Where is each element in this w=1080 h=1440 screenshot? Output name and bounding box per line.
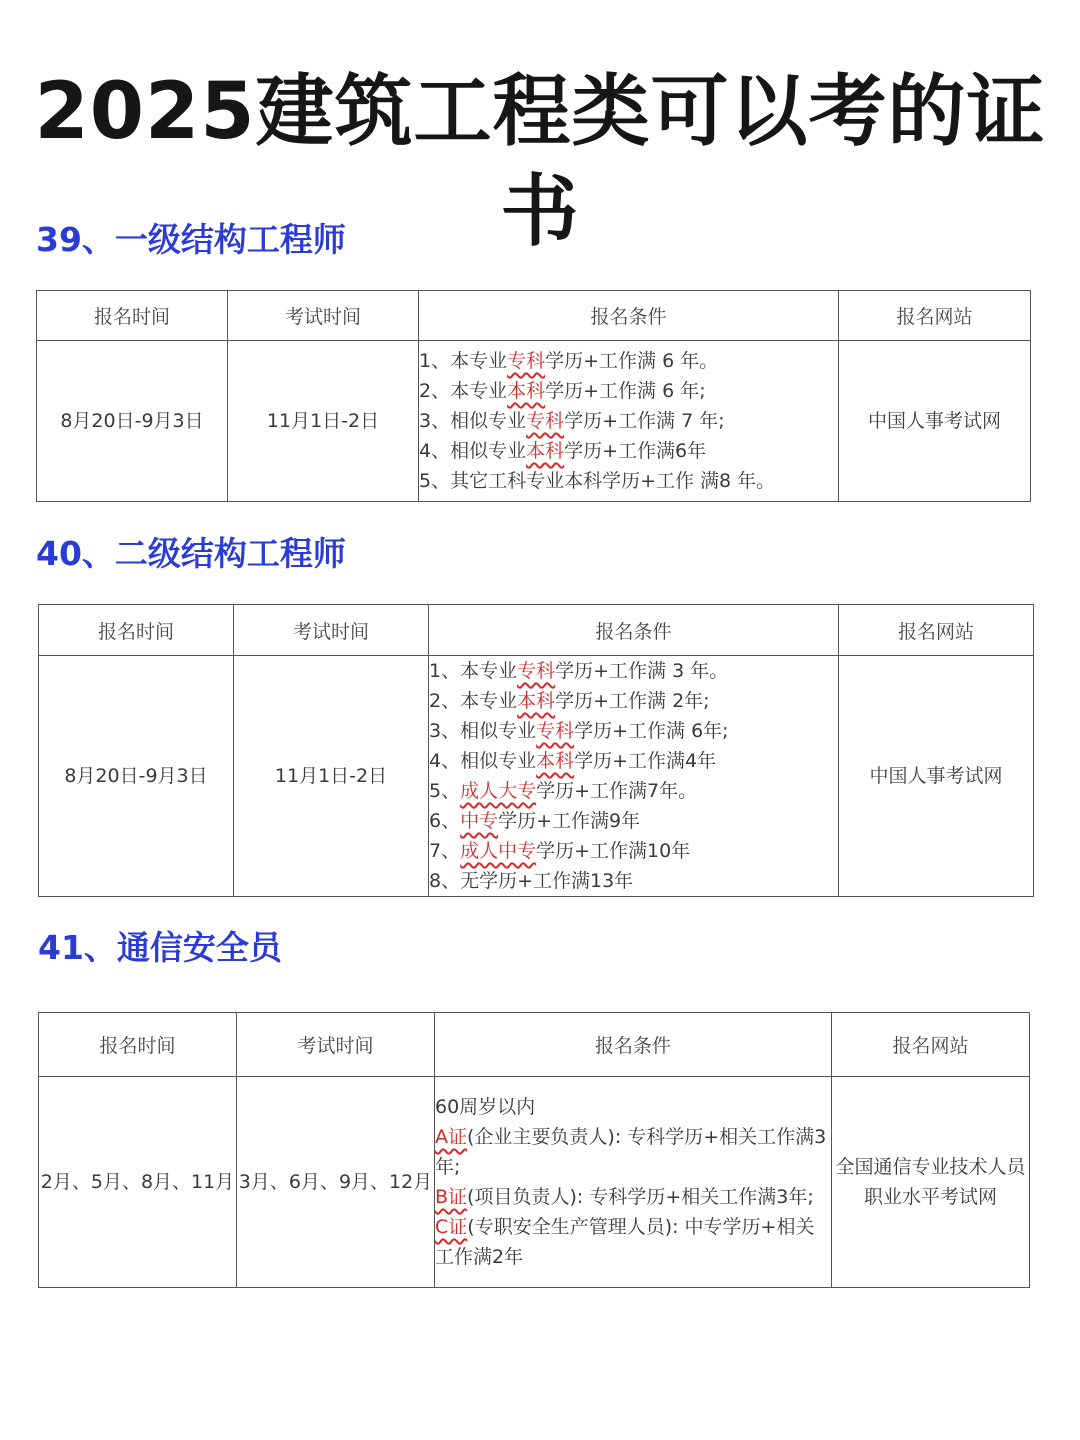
website-cell: 中国人事考试网 [839, 656, 1034, 897]
cert-table-40 [38, 604, 1034, 897]
condition-line: 7、成人中专学历+工作满10年 [429, 840, 691, 862]
col-header-reg-time: 报名时间 [39, 1013, 237, 1077]
table-row [37, 341, 1031, 502]
exam-time-cell: 3月、6月、9月、12月 [237, 1077, 435, 1288]
col-header-conditions: 报名条件 [419, 291, 839, 341]
condition-line: A证(企业主要负责人): 专科学历+相关工作满3年; [435, 1126, 827, 1178]
section-heading-41: 41、通信安全员 [38, 928, 282, 967]
section-heading-39: 39、一级结构工程师 [36, 220, 346, 259]
website-cell: 全国通信专业技术人员职业水平考试网 [832, 1077, 1030, 1288]
col-header-exam-time: 考试时间 [234, 605, 429, 656]
cert-table-41 [38, 1012, 1030, 1288]
conditions-cell [429, 656, 839, 897]
condition-line: 3、相似专业专科学历+工作满 7 年; [419, 410, 725, 432]
condition-line: 3、相似专业专科学历+工作满 6年; [429, 720, 729, 742]
col-header-exam-time: 考试时间 [237, 1013, 435, 1077]
condition-line: 8、无学历+工作满13年 [429, 870, 634, 892]
reg-time-cell: 8月20日-9月3日 [39, 656, 234, 897]
table-header-row [39, 605, 1034, 656]
condition-line: 1、本专业专科学历+工作满 6 年。 [419, 350, 719, 372]
condition-line: C证(专职安全生产管理人员): 中专学历+相关工作满2年 [435, 1216, 815, 1268]
table-header-row [37, 291, 1031, 341]
col-header-website: 报名网站 [832, 1013, 1030, 1077]
col-header-reg-time: 报名时间 [39, 605, 234, 656]
reg-time-cell: 2月、5月、8月、11月 [39, 1077, 237, 1288]
col-header-exam-time: 考试时间 [228, 291, 419, 341]
conditions-cell [419, 341, 839, 502]
col-header-conditions: 报名条件 [435, 1013, 832, 1077]
section-heading-40: 40、二级结构工程师 [36, 534, 346, 573]
condition-line: 2、本专业本科学历+工作满 6 年; [419, 380, 706, 402]
col-header-website: 报名网站 [839, 291, 1031, 341]
condition-line: 5、其它工科专业本科学历+工作 满8 年。 [419, 470, 776, 492]
page-title: 2025建筑工程类可以考的证书 [34, 67, 1046, 257]
exam-time-cell: 11月1日-2日 [234, 656, 429, 897]
col-header-reg-time: 报名时间 [37, 291, 228, 341]
conditions-cell [435, 1077, 832, 1288]
table-row [39, 1077, 1030, 1288]
exam-time-cell: 11月1日-2日 [228, 341, 419, 502]
table-row [39, 656, 1034, 897]
condition-line: B证(项目负责人): 专科学历+相关工作满3年; [435, 1186, 814, 1208]
cert-table-39 [36, 290, 1031, 502]
condition-line: 60周岁以内 [435, 1096, 536, 1118]
condition-line: 1、本专业专科学历+工作满 3 年。 [429, 660, 729, 682]
website-cell: 中国人事考试网 [839, 341, 1031, 502]
condition-line: 5、成人大专学历+工作满7年。 [429, 780, 698, 802]
condition-line: 6、中专学历+工作满9年 [429, 810, 641, 832]
col-header-website: 报名网站 [839, 605, 1034, 656]
condition-line: 4、相似专业本科学历+工作满4年 [429, 750, 717, 772]
condition-line: 4、相似专业本科学历+工作满6年 [419, 440, 707, 462]
col-header-conditions: 报名条件 [429, 605, 839, 656]
table-header-row [39, 1013, 1030, 1077]
reg-time-cell: 8月20日-9月3日 [37, 341, 228, 502]
condition-line: 2、本专业本科学历+工作满 2年; [429, 690, 710, 712]
